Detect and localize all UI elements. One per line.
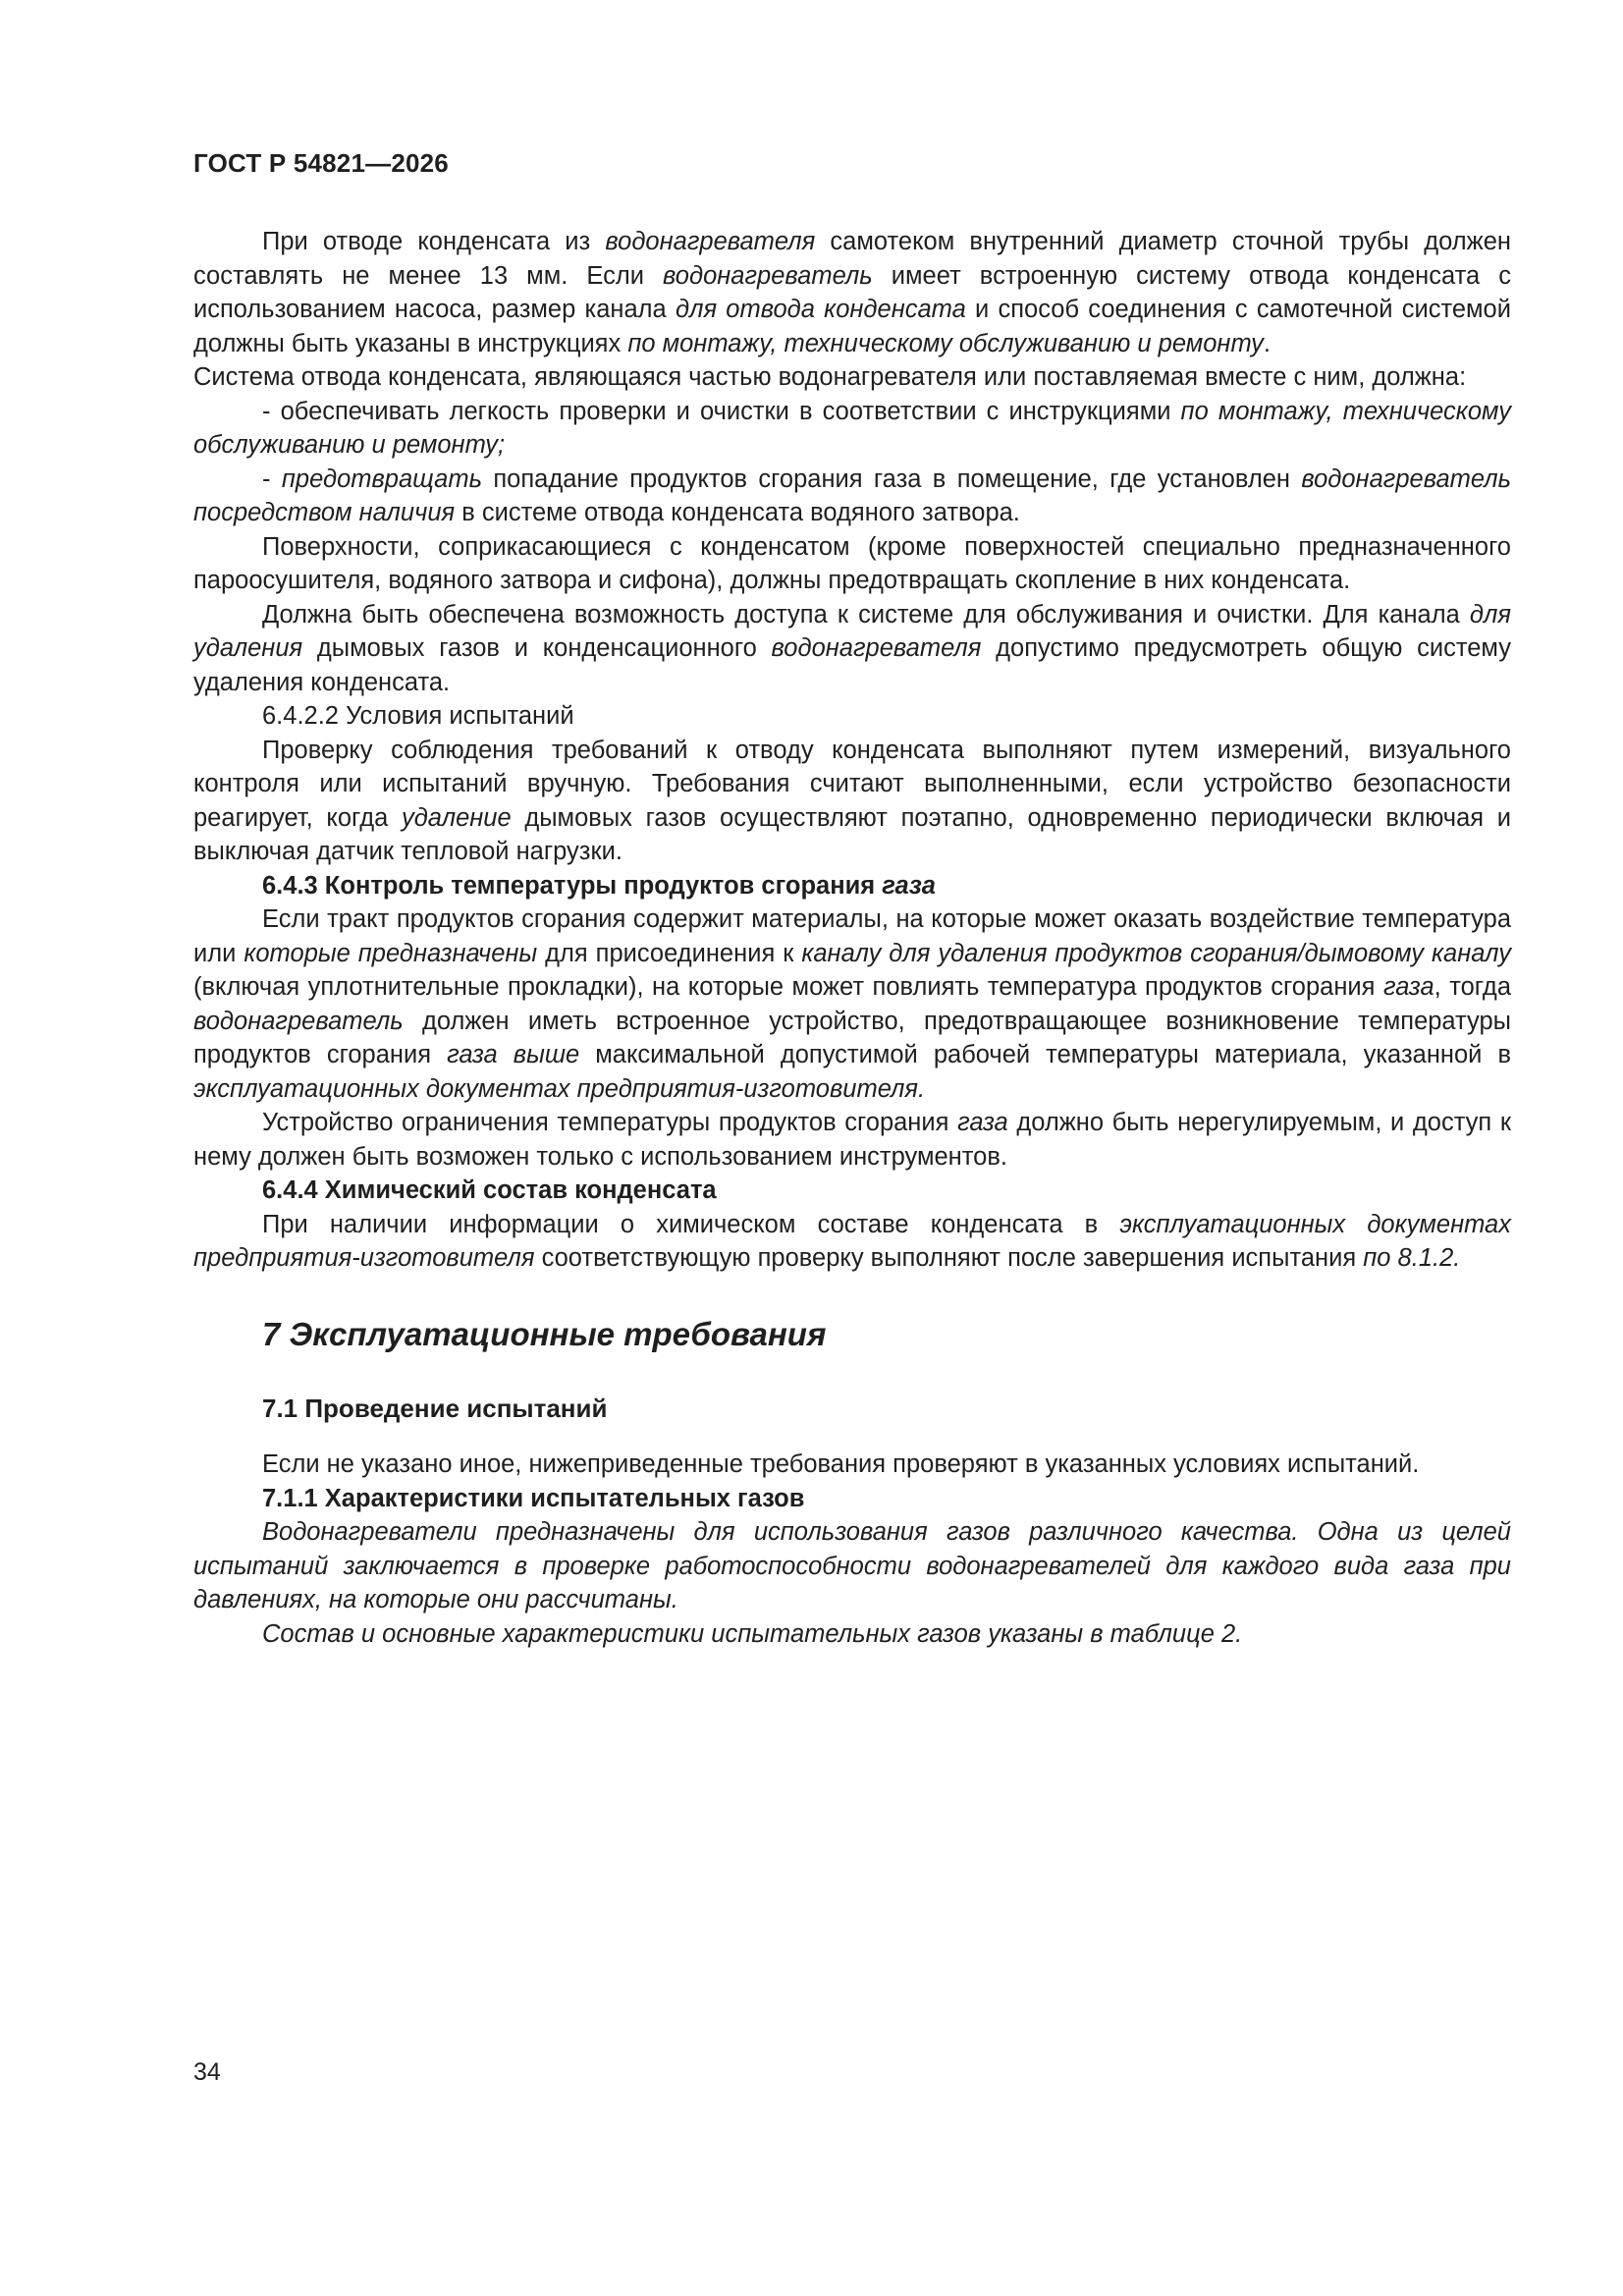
italic-term: эксплуатационных документах предприятия-изготовителя (193, 1210, 1511, 1272)
paragraph-table-reference: Состав и основные характеристики испытательных газов указаны в таблице 2. (262, 1619, 1243, 1648)
text-span: При наличии информации о химическом составе конденсата в (262, 1210, 1120, 1238)
text-span: , тогда (1434, 973, 1511, 1001)
italic-term: водонагревателя (771, 634, 982, 662)
subsection-heading: 6.4.2.2 Условия испытаний (262, 702, 574, 730)
text-span: Проверку соблюдения требований к отводу конденсата выполняют путем измерений, визуального контроля или испытаний вручную. Требования считают выполненными, если устройство безопасности реагирует, когда (193, 736, 1511, 832)
page-number: 34 (193, 2058, 221, 2086)
italic-term: газа (1382, 973, 1434, 1001)
text-span: и способ соединения с самотечной системой должны быть указаны в инструкциях (193, 296, 1511, 357)
section-heading (193, 869, 1511, 903)
italic-term: предотвращать (281, 465, 482, 493)
list-item (193, 395, 1511, 463)
italic-term: газа (882, 871, 936, 900)
text-span: (включая уплотнительные прокладки), на которые может повлиять температура продуктов сгорания (193, 973, 1383, 1001)
italic-term: водонагреватель посредством наличия (193, 465, 1511, 526)
italic-term: водонагревателя (605, 228, 816, 255)
text-span: самотеком внутренний диаметр сточной трубы должен составлять не менее 13 мм. Если (193, 228, 1511, 290)
text-span: дымовых газов и конденсационного (302, 634, 772, 662)
text-span: 6.4.3 Контроль температуры продуктов сгорания (262, 871, 883, 900)
italic-term: эксплуатационных документах предприятия-изготовителя. (193, 1074, 926, 1103)
text-span: для присоединения к (537, 939, 802, 967)
paragraph-system-requirements: Система отвода конденсата, являющаяся частью водонагревателя или поставляемая вместе с ним, должна: (193, 363, 1467, 391)
text-span: Если тракт продуктов сгорания содержит материалы, на которые может оказать воздействие температура или (193, 905, 1511, 967)
text-span: Должна быть обеспечена возможность доступа к системе для обслуживания и очистки. Для канала (262, 600, 1470, 629)
italic-term: каналу для удаления продуктов сгорания/дымовому каналу (801, 939, 1511, 967)
italic-term: удаление (401, 803, 512, 832)
text-span: соответствующую проверку выполняют после завершения испытания (534, 1244, 1364, 1272)
italic-term: газа (957, 1109, 1008, 1136)
paragraph-chemical-composition (193, 1208, 1511, 1276)
document-code: ГОСТ Р 54821—2026 (193, 148, 449, 178)
paragraph-test-conditions: Если не указано иное, нижеприведенные требования проверяют в указанных условиях испытаний. (262, 1450, 1420, 1478)
text-span: допустимо предусмотреть общую систему удаления конденсата. (193, 634, 1511, 696)
paragraph-temperature-control (193, 902, 1511, 1106)
paragraph-access (193, 598, 1511, 700)
chapter-heading: 7 Эксплуатационные требования (262, 1315, 827, 1352)
italic-term: водонагреватель (663, 261, 873, 290)
italic-term: газа выше (447, 1041, 580, 1068)
italic-term: водонагреватель (193, 1007, 404, 1035)
subsection-heading: 7.1.1 Характеристики испытательных газов (262, 1484, 805, 1512)
text-span: - (262, 465, 282, 493)
text-span: - обеспечивать легкость проверки и очистки в соответствии с инструкциями (262, 397, 1181, 425)
document-body (193, 225, 1511, 1651)
paragraph-limiter (193, 1106, 1511, 1174)
paragraph-gas-quality: Водонагреватели предназначены для использования газов различного качества. Одна из целей испытаний заключается в проверке работоспособности водонагревателей для каждого вида газа при давлениях, на которые они рассчитаны. (193, 1518, 1511, 1613)
italic-term: для удаления (193, 600, 1511, 662)
paragraph-condensate-drain (193, 225, 1511, 360)
text-span: в системе отвода конденсата водяного затвора. (455, 499, 1020, 526)
text-span: Устройство ограничения температуры продуктов сгорания (262, 1109, 958, 1136)
italic-term: по 8.1.2. (1363, 1244, 1461, 1272)
list-item (193, 463, 1511, 530)
section-heading: 7.1 Проведение испытаний (262, 1393, 608, 1423)
italic-term: по монтажу, техническому обслуживанию и ремонту; (193, 397, 1511, 459)
paragraph-test-method (193, 734, 1511, 869)
section-heading: 6.4.4 Химический состав конденсата (262, 1176, 717, 1204)
paragraph-surfaces: Поверхности, соприкасающиеся с конденсатом (кроме поверхностей специально предназначенного пароосушителя, водяного затвора и сифона), должны предотвращать скопление в них конденсата. (193, 532, 1511, 594)
text-span: При отводе конденсата из (262, 228, 606, 255)
italic-term: по монтажу, техническому обслуживанию и ремонту (627, 329, 1264, 357)
text-span: имеет встроенную систему отвода конденсата с использованием насоса, размер канала (193, 261, 1511, 323)
italic-term: для отвода конденсата (675, 296, 966, 323)
text-span: . (1263, 329, 1271, 357)
text-span: должно быть нерегулируемым, и доступ к нему должен быть возможен только с использованием инструментов. (193, 1109, 1511, 1171)
text-span: дымовых газов осуществляют поэтапно, одновременно периодически включая и выключая датчик тепловой нагрузки. (193, 803, 1512, 865)
text-span: должен иметь встроенное устройство, предотвращающее возникновение температуры продуктов сгорания (193, 1007, 1511, 1068)
italic-term: которые предназначены (243, 939, 538, 967)
text-span: максимальной допустимой рабочей температуры материала, указанной в (579, 1041, 1511, 1068)
text-span: попадание продуктов сгорания газа в помещение, где установлен (481, 465, 1302, 493)
